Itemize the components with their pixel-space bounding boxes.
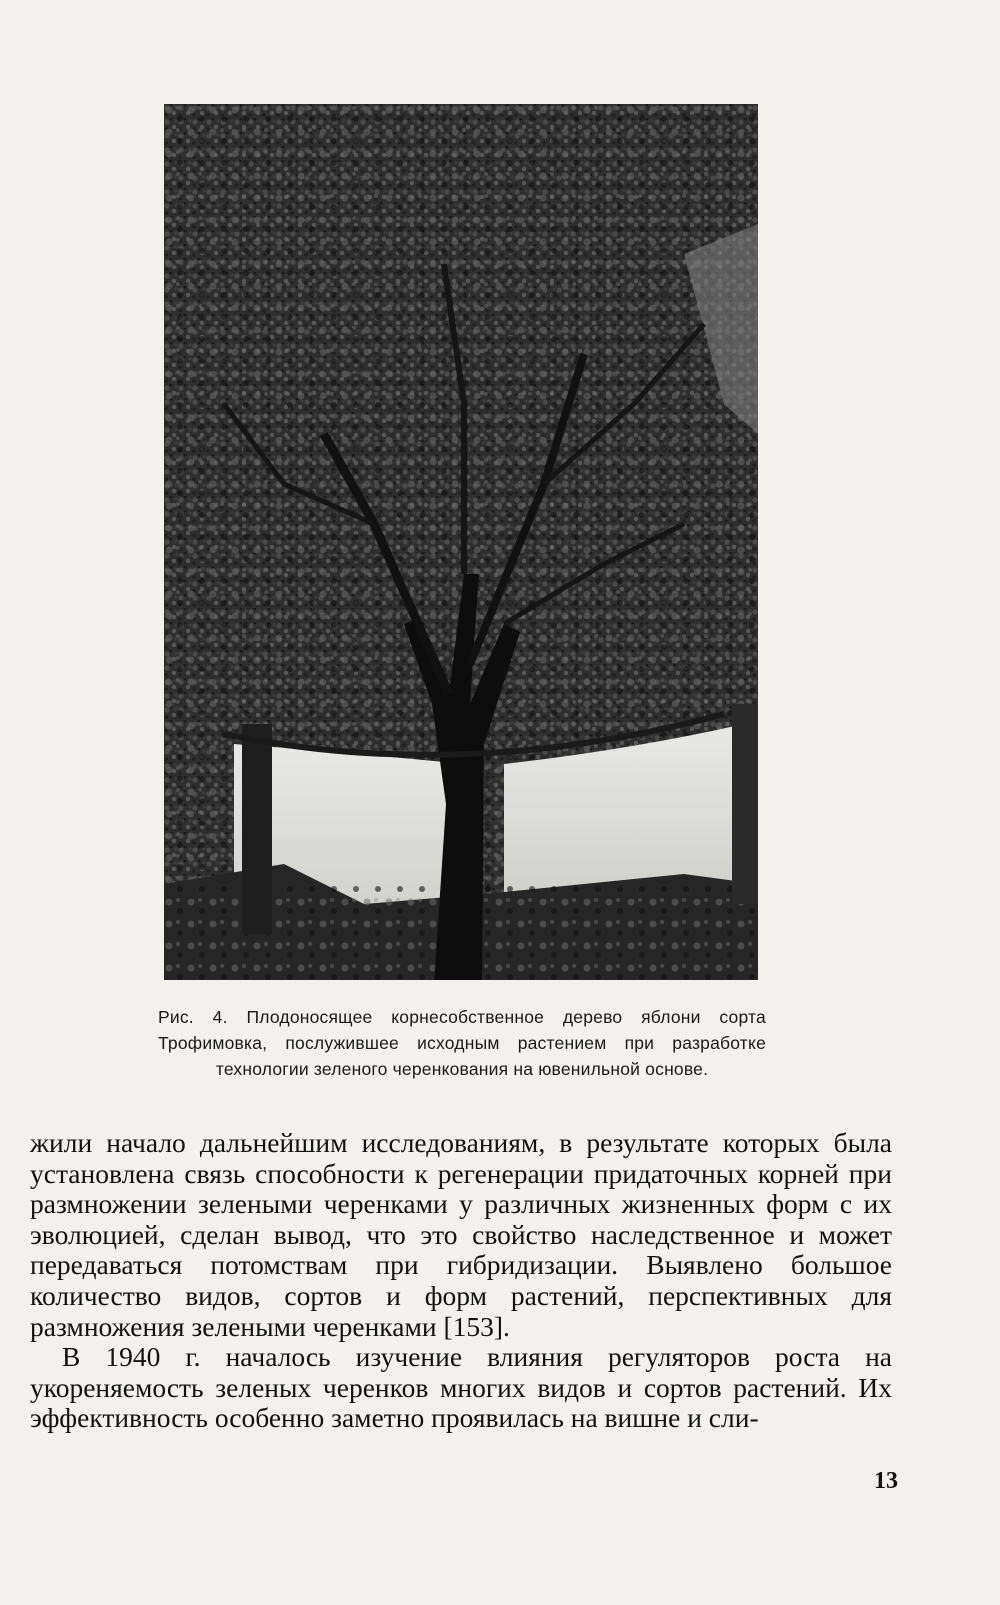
photo-icon bbox=[164, 104, 758, 980]
body-text bbox=[30, 1128, 892, 1434]
figure-caption: Рис. 4. Плодоносящее корнесобственное дерево яблони сорта Трофимовка, послужившее исходным растением при разработке технологии зеленого черенкования на ювенильной основе. bbox=[158, 1007, 766, 1079]
page-number: 13 bbox=[874, 1468, 898, 1494]
paragraph: В 1940 г. началось изучение влияния регуляторов роста на укореняемость зеленых черенков многих видов и сортов растений. Их эффективность особенно заметно проявилась на вишне и сли- bbox=[30, 1341, 892, 1434]
paragraph: жили начало дальнейшим исследованиям, в результате которых была установлена связь способности к регенерации придаточных корней при размножении зелеными черенками у различных жизненных форм с их эволюцией, сделан вывод, что это свойство наследственное и может передаваться потомствам при гибридизации. Выявлено большое количество видов, сортов и форм растений, перспективных для размножения зелеными черенками [153]. bbox=[30, 1127, 892, 1342]
figure-photo-apple-tree bbox=[164, 104, 758, 980]
